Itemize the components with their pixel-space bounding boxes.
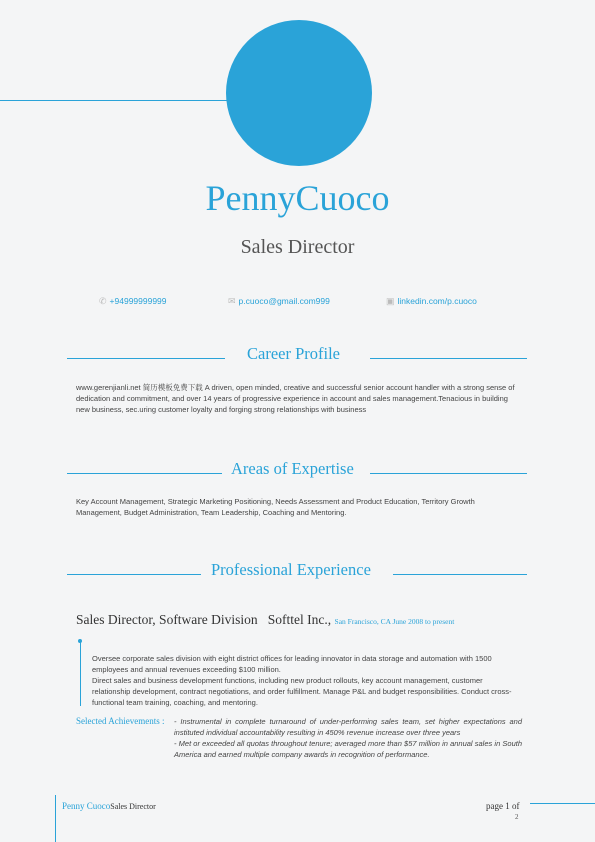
footer-name-block: [62, 801, 156, 811]
contact-phone[interactable]: [99, 296, 167, 307]
candidate-name: PennyCuoco: [205, 178, 390, 218]
expertise-heading: Areas of Expertise: [231, 459, 354, 478]
footer-accent-line: [530, 803, 595, 804]
experience-rule-right: [393, 574, 527, 575]
experience-location: San Francisco, CA June 2008 to present: [334, 617, 455, 626]
experience-title: [76, 612, 454, 628]
job-title: Sales Director: [240, 236, 355, 258]
email-text: p.cuoco@gmail.com999: [238, 296, 330, 306]
career-rule-left: [67, 358, 225, 359]
header-accent-line: [0, 100, 228, 101]
experience-rule-left: [67, 574, 201, 575]
footer-vertical-line: [55, 795, 56, 842]
experience-role: Sales Director, Software Division: [76, 612, 258, 627]
experience-heading: Professional Experience: [211, 560, 371, 579]
linkedin-text: linkedin.com/p.cuoco: [397, 296, 477, 306]
linkedin-icon: ▣: [386, 296, 395, 306]
contact-email[interactable]: [228, 296, 330, 307]
phone-text: +94999999999: [109, 296, 167, 306]
achievement-item: - Met or exceeded all quotas throughout tenure; averaged more than $57 million in annual sales in South America and earned multiple company awards in recognition of performance.: [174, 739, 522, 759]
achievements-label: Selected Achievements :: [76, 716, 165, 726]
footer-page-total: 2: [515, 813, 519, 821]
achievements-list: [174, 716, 522, 760]
career-profile-text: www.gerenjianli.net 简历模板免费下载 A driven, open minded, creative and successful senior account handler with a strong sense of dedication and commitment, and over 14 years of progressive experience in account and sales management.Tenacious in building new business, sec.uring customer loyalty and forging strong relationships with business: [76, 383, 515, 414]
achievement-item: - Instrumental in complete turnaround of under-performing sales team, set higher expectations and instituted individual accountability resulting in 450% revenue increase over three years: [174, 717, 522, 737]
expertise-rule-right: [370, 473, 527, 474]
expertise-rule-left: [67, 473, 222, 474]
footer-name: Penny Cuoco: [62, 801, 111, 811]
career-profile-heading: Career Profile: [247, 344, 340, 363]
experience-description-2: Direct sales and business development functions, including new product rollouts, key account management, customer relationship development, contract negotiations, and order fulfillment. Manage P&L and budget responsibilities. Conduct cross-functional team training, coaching, and mentoring.: [92, 676, 512, 707]
footer-page-number: page 1 of: [486, 801, 520, 811]
email-icon: ✉: [228, 296, 236, 306]
phone-icon: ✆: [99, 296, 107, 306]
footer-title: Sales Director: [110, 802, 156, 811]
expertise-text: Key Account Management, Strategic Marketing Positioning, Needs Assessment and Product Education, Territory Growth Management, Budget Administration, Team Leadership, Coaching and Mentoring.: [76, 497, 475, 517]
experience-company: Softtel Inc.,: [267, 612, 332, 627]
experience-description-1: Oversee corporate sales division with eight district offices for leading innovator in data storage and automation with 1500 employees and annual revenues exceeding $100 million.: [92, 654, 492, 674]
timeline-line: [80, 642, 81, 706]
contact-linkedin[interactable]: [386, 296, 477, 307]
avatar-circle: [226, 20, 372, 166]
career-rule-right: [370, 358, 527, 359]
